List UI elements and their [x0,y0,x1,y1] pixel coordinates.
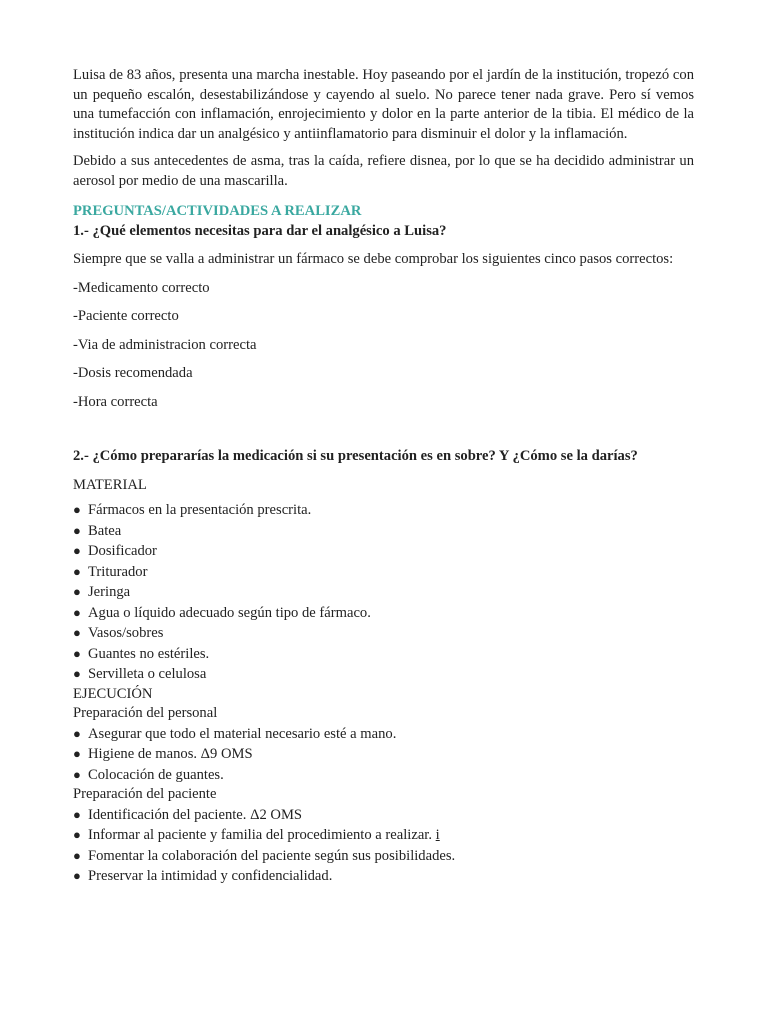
list-item: ● Servilleta o celulosa [73,666,207,682]
bullet-icon: ● [73,584,81,599]
list-item: ● Colocación de guantes. [73,766,224,783]
list-item: ● Informar al paciente y familia del procedimiento a realizar. i [73,827,440,843]
q1-step: -Medicamento correcto [73,279,210,296]
q1-step: -Hora correcta [73,393,158,410]
list-item: ● Dosificador [73,543,157,559]
bullet-icon: ● [73,563,81,579]
list-item: ● Asegurar que todo el material necesario esté a mano. [73,725,397,742]
bullet-icon: ● [73,666,81,681]
intro-paragraph-2: Debido a sus antecedentes de asma, tras la caída, refiere disnea, por lo que se ha decidido administrar un aerosol por medio de una mascarilla. [73,153,694,189]
list-item: ● Preservar la intimidad y confidencialidad. [73,868,333,884]
bullet-icon: ● [73,827,81,842]
bullet-icon: ● [73,766,81,782]
bullet-icon: ● [73,746,81,761]
bullet-icon: ● [73,543,81,558]
q1-step: -Dosis recomendada [73,365,193,381]
execution-label: EJECUCIÓN [73,685,153,702]
list-item: ● Triturador [73,563,148,580]
patient-prep-list [73,805,694,887]
staff-prep-list [73,724,694,786]
patient-prep-label: Preparación del paciente [73,786,217,802]
question-2: 2.- ¿Cómo prepararías la medicación si su presentación es en sobre? Y ¿Cómo se la darías? [73,448,638,464]
bullet-icon: ● [73,645,81,661]
material-label: MATERIAL [73,476,147,493]
q1-answer-intro: Siempre que se valla a administrar un fármaco se debe comprobar los siguientes cinco pasos correctos: [73,251,674,267]
intro-paragraph-1: Luisa de 83 años, presenta una marcha inestable. Hoy paseando por el jardín de la institución, tropezó con un pequeño escalón, desestabilizándose y cayendo al suelo. No parece tener nada grave. Pero sí vemos una tumefacción con inflamación, enrojecimiento y dolor en la parte anterior de la tibia. El médico de la institución indica dar un analgésico y antiinflamatorio para disminuir el dolor y la inflamación. [73,67,694,142]
q1-step: -Paciente correcto [73,308,179,324]
list-item: ● Higiene de manos. Δ9 OMS [73,746,253,762]
list-item: ● Agua o líquido adecuado según tipo de fármaco. [73,604,371,621]
info-marker-link[interactable]: i [435,827,440,843]
bullet-icon: ● [73,625,81,640]
bullet-icon: ● [73,847,81,863]
q1-step: -Via de administracion correcta [73,336,257,353]
bullet-icon: ● [73,725,81,741]
staff-prep-label: Preparación del personal [73,705,218,721]
list-item: ● Batea [73,522,122,539]
list-item: ● Jeringa [73,584,131,600]
question-1: 1.- ¿Qué elementos necesitas para dar el analgésico a Luisa? [73,222,447,239]
bullet-icon: ● [73,604,81,620]
list-item: ● Vasos/sobres [73,625,164,641]
list-item: ● Identificación del paciente. Δ2 OMS [73,806,303,823]
bullet-icon: ● [73,806,81,822]
document-page [73,66,694,887]
section-title: PREGUNTAS/ACTIVIDADES A REALIZAR [73,203,362,219]
materials-list [73,500,694,685]
bullet-icon: ● [73,502,81,517]
bullet-icon: ● [73,868,81,883]
bullet-icon: ● [73,522,81,538]
list-item: ● Guantes no estériles. [73,645,210,662]
list-item: ● Fármacos en la presentación prescrita. [73,502,312,518]
list-item: ● Fomentar la colaboración del paciente según sus posibilidades. [73,847,456,864]
